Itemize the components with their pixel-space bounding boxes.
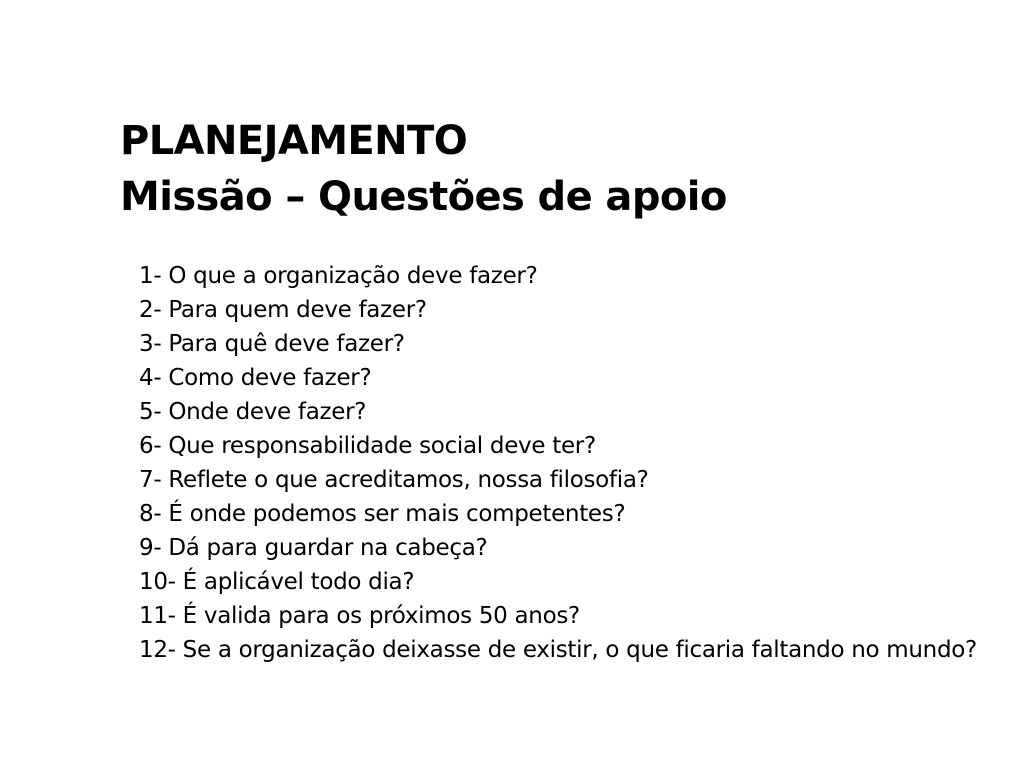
question-item-10: 10- É aplicável todo dia? [139,569,415,595]
title-block [120,113,980,225]
question-item-6: 6- Que responsabilidade social deve ter? [139,433,596,459]
question-item-12: 12- Se a organização deixasse de existir, o que ficaria faltando no mundo? [139,637,977,663]
question-item-8: 8- É onde podemos ser mais competentes? [139,501,626,527]
question-item-7: 7- Reflete o que acreditamos, nossa filosofia? [139,467,649,493]
question-item-2: 2- Para quem deve fazer? [139,297,427,323]
question-item-11: 11- É valida para os próximos 50 anos? [139,603,580,629]
question-item-9: 9- Dá para guardar na cabeça? [139,535,488,561]
question-item-1: 1- O que a organização deve fazer? [139,263,538,289]
question-list [139,259,979,667]
question-item-4: 4- Como deve fazer? [139,365,372,391]
question-item-3: 3- Para quê deve fazer? [139,331,405,357]
slide-subtitle: Missão – Questões de apoio [120,174,727,220]
slide-title: PLANEJAMENTO [120,118,468,164]
question-item-5: 5- Onde deve fazer? [139,399,367,425]
